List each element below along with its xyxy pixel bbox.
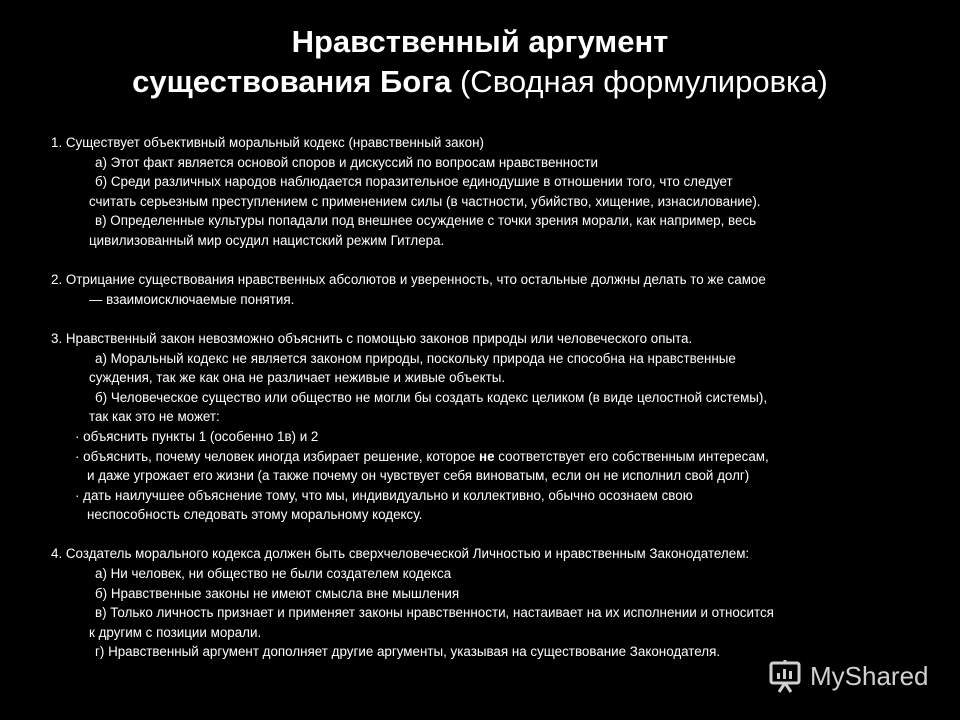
point-4c-line2: к другим с позиции морали. [89,624,262,640]
presentation-board-icon [768,659,802,693]
point-3b-bullet-3: · дать наилучшее объяснение тому, что мы, индивидуально и коллективно, обычно осознаем свою [75,487,693,503]
bullet-2-pre: · объяснить, почему человек иногда избирает решение, которое [75,448,480,464]
point-4c-line1: в) Только личность признает и применяет законы нравственности, настаивает на их исполнении и относится [95,605,774,621]
point-3b-bullet-3-cont: неспособность следовать этому моральному кодексу. [87,507,423,523]
point-4d: г) Нравственный аргумент дополняет другие аргументы, указывая на существование Законодателя. [95,644,721,660]
point-3b-bullet-2-cont: и даже угрожает его жизни (а также почему он чувствует себя виноватым, если он не исполнил свой долг) [87,468,750,484]
point-1-heading: 1. Существует объективный моральный кодекс (нравственный закон) [51,135,484,150]
point-4a: а) Ни человек, ни общество не были создателем кодекса [95,566,452,582]
point-1c-line2: цивилизованный мир осудил нацистский режим Гитлера. [89,232,445,248]
slide-body [51,133,931,662]
point-1b-line2: считать серьезным преступлением с применением силы (в частности, убийство, хищение, изнасилование). [89,193,761,209]
point-3b-line1: б) Человеческое существо или общество не могли бы создать кодекс целиком (в виде целостной системы), [95,389,768,405]
point-3b-line2: так как это не может: [89,409,220,425]
title-line-2-bold: существования Бога [132,64,452,99]
myshared-watermark [768,656,943,696]
watermark-text: MyShared [810,660,929,691]
point-3b-bullet-1: · объяснить пункты 1 (особенно 1в) и 2 [75,428,319,444]
point-4-heading: 4. Создатель морального кодекса должен быть сверхчеловеческой Личностью и нравственным Законодателем: [51,546,750,562]
point-3a-line1: а) Моральный кодекс не является законом природы, поскольку природа не способна на нравственные [95,350,736,366]
bullet-2-emphasis: не [479,448,495,464]
spacer [51,309,931,329]
spacer [51,251,931,271]
spacer [51,525,931,545]
slide-title [40,22,920,102]
point-4b: б) Нравственные законы не имеют смысла вне мышления [95,585,460,601]
point-3a-line2: суждения, так же как она не различает неживые и живые объекты. [89,370,506,386]
point-1b-line1: б) Среди различных народов наблюдается поразительное единодушие в отношении того, что следует [95,174,733,190]
bullet-2-post: соответствует его собственным интересам, [494,448,769,464]
point-2-continuation: — взаимоисключаемые понятия. [89,291,295,307]
title-line-1: Нравственный аргумент [291,24,669,59]
point-3-heading: 3. Нравственный закон невозможно объяснить с помощью законов природы или человеческого опыта. [51,330,693,346]
point-3b-bullet-2 [51,447,931,467]
title-line-2-rest: (Сводная формулировка) [459,64,828,99]
title-line-2 [40,62,920,102]
point-1a: а) Этот факт является основой споров и дискуссий по вопросам нравственности [95,154,598,170]
point-1c-line1: в) Определенные культуры попадали под внешнее осуждение с точки зрения морали, как например, весь [95,213,757,229]
point-2-heading: 2. Отрицание существования нравственных абсолютов и уверенность, что остальные должны делать то же самое [51,272,766,288]
